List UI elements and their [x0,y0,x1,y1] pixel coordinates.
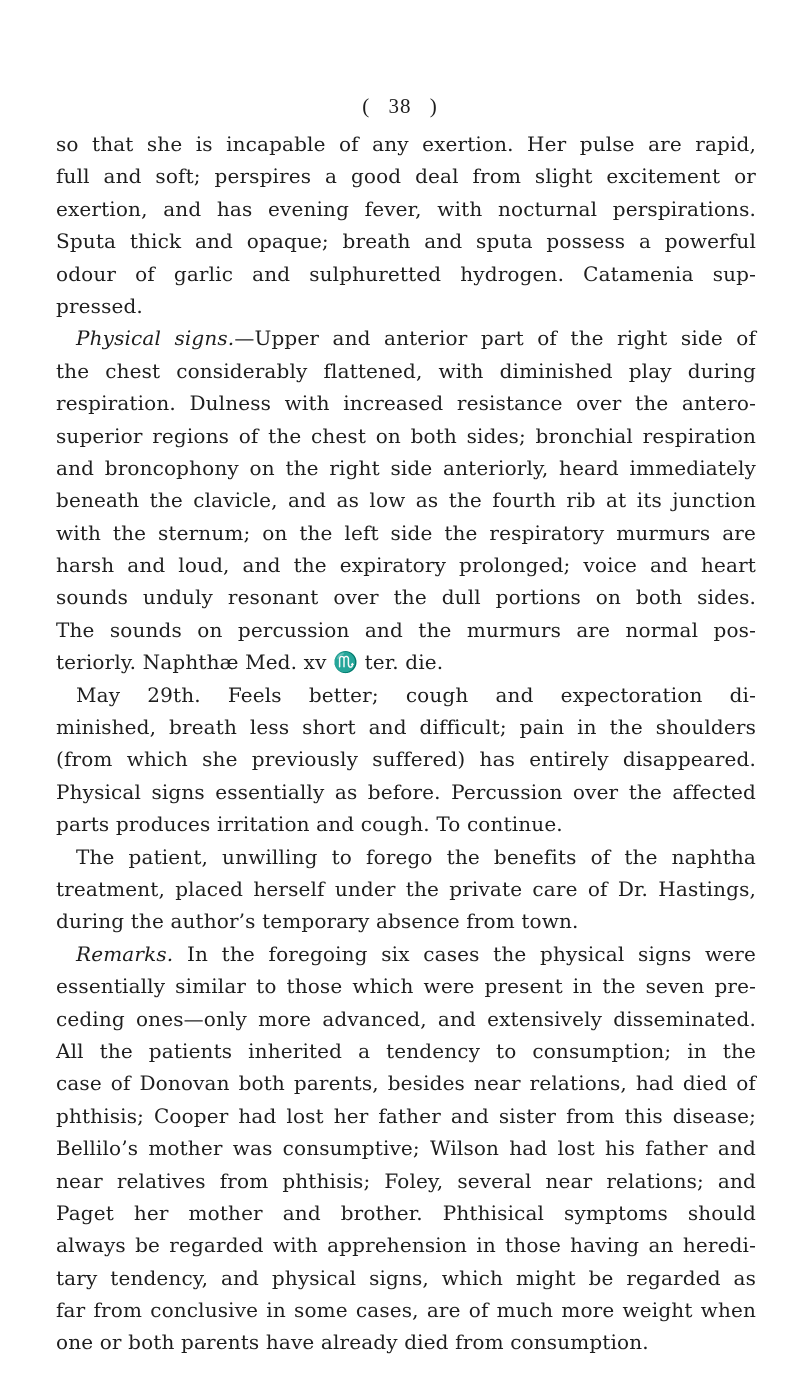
text-line: (from which she previously suffered) has entirely disappeared. [56,747,756,772]
page-number-close-paren: ) [429,94,438,118]
text-line: minished, breath less short and difficult; pain in the shoulders [56,715,756,740]
page-number-value: 38 [388,94,412,118]
body-text [56,128,756,1359]
text-line: The patient, unwilling to forego the benefits of the naphtha [76,844,756,869]
text-line: parts produces irritation and cough. To continue. [56,812,563,837]
text-line: sounds unduly resonant over the dull portions on both sides. [56,585,756,610]
section-heading-remarks: Remarks. [76,941,174,966]
text-line: treatment, placed herself under the private care of Dr. Hastings, [56,876,756,901]
text-line: The sounds on percussion and the murmurs are normal pos- [56,617,756,642]
text-line: phthisis; Cooper had lost her father and sister from this disease; [56,1103,756,1128]
text-line: Bellilo’s mother was consumptive; Wilson had lost his father and [56,1136,756,1161]
text-line: during the author’s temporary absence from town. [56,909,579,934]
text-line: beneath the clavicle, and as low as the fourth rib at its junction [56,488,756,513]
text-line: always be regarded with apprehension in those having an heredi- [56,1233,756,1258]
text-line: ceding ones—only more advanced, and extensively disseminated. [56,1006,756,1031]
text-line: pressed. [56,293,143,318]
text-line: near relatives from phthisis; Foley, several near relations; and [56,1168,756,1193]
text-line: far from conclusive in some cases, are of much more weight when [56,1298,756,1323]
page-number-open-paren: ( [362,94,371,118]
text-line: essentially similar to those which were present in the seven pre- [56,974,756,999]
text-line: with the sternum; on the left side the respiratory murmurs are [56,520,756,545]
text-line: full and soft; perspires a good deal from slight excitement or [56,164,756,189]
text-line: and broncophony on the right side anteriorly, heard immediately [56,455,756,480]
text-line: respiration. Dulness with increased resistance over the antero- [56,391,756,416]
text-line: case of Donovan both parents, besides near relations, had died of [56,1071,756,1096]
text-line: Physical signs essentially as before. Percussion over the affected [56,779,756,804]
text-line: Physical signs.—Upper and anterior part of the right side of [76,326,756,351]
page-number [0,94,800,119]
text-line: odour of garlic and sulphuretted hydrogen. Catamenia sup- [56,261,756,286]
text-line: All the patients inherited a tendency to consumption; in the [56,1038,756,1063]
text-line: one or both parents have already died from consumption. [56,1330,649,1355]
text-line: exertion, and has evening fever, with nocturnal perspirations. [56,196,756,221]
text-line: the chest considerably flattened, with diminished play during [56,358,756,383]
text-line: May 29th. Feels better; cough and expectoration di- [76,682,756,707]
text-line: harsh and loud, and the expiratory prolonged; voice and heart [56,553,756,578]
text-line: Sputa thick and opaque; breath and sputa possess a powerful [56,229,756,254]
text-line: superior regions of the chest on both sides; bronchial respiration [56,423,756,448]
text-line: so that she is incapable of any exertion. Her pulse are rapid, [56,132,756,156]
text-line: teriorly. Naphthæ Med. xv ♏ ter. die. [56,650,444,675]
text-line: Paget her mother and brother. Phthisical symptoms should [56,1200,756,1225]
text-line: tary tendency, and physical signs, which might be regarded as [56,1265,756,1290]
text-line: Remarks. In the foregoing six cases the physical signs were [76,941,756,966]
section-heading-physical-signs: Physical signs. [76,326,235,351]
